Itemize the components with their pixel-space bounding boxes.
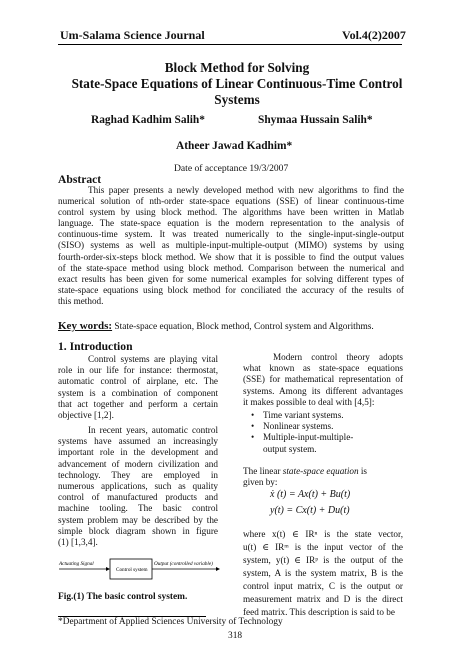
intro-heading: 1. Introduction [58, 340, 133, 353]
where-line: where x(t) ∈ IRⁿ is the state vector, [243, 529, 403, 539]
abstract-line: This paper presents a newly developed method with new algorithms to find the [88, 185, 404, 195]
block-diagram [56, 556, 222, 584]
where-line: measurement matrix and D is the direct [243, 594, 403, 604]
where-line: u(t) ∈ IRᵐ is the input vector of the [243, 542, 403, 552]
title-line-2: State-Space Equations of Linear Continuous-Time Control [71, 76, 403, 91]
intro-paragraph-1 [58, 354, 218, 421]
where-paragraph [243, 528, 403, 619]
intro-p2-line: systems have assumed an increasingly [58, 436, 218, 447]
feature-list-item: • Time variant systems. [249, 410, 399, 421]
intro-p2-line: simple block diagram shown in figure [58, 525, 218, 536]
intro-p2-line: important role in the development and [58, 447, 218, 458]
right-paragraph-1 [243, 352, 403, 408]
eq-intro-text-3: is [358, 466, 368, 476]
right-p1-line: (SSE) for mathematical representation of [243, 374, 403, 385]
right-p1-line: it makes possible to deal with [4,5]: [243, 396, 375, 407]
acceptance-date: Date of acceptance 19/3/2007 [174, 163, 289, 174]
where-line: system, y(t) ∈ IRᵖ is the output of the [243, 555, 403, 565]
where-line: feed matrix. This description is said to be [243, 607, 395, 617]
volume-label: Vol.4(2)2007 [342, 28, 406, 42]
keywords-text: State-space equation, Block method, Control system and Algorithms. [114, 322, 374, 332]
intro-paragraph-2 [58, 425, 218, 548]
abstract-line: numerical solution of nth-order state-space equations (SSE) of linear continuous-time [58, 196, 404, 207]
abstract-line: exact results has been given for some numerical examples for solving different types of [58, 273, 404, 284]
intro-p2-line: advancement of modern civilization and [58, 458, 218, 469]
where-line: system, A is the system matrix, B is the [243, 568, 403, 578]
page-number: 318 [228, 631, 243, 641]
intro-p1-line: role in our life for instance: thermostat, [58, 365, 218, 376]
output-label: Output (controlled variable) [154, 561, 213, 567]
title-line-1: Block Method for Solving [164, 60, 310, 75]
intro-p1-line: that act together and perform a certain [58, 398, 218, 409]
author-1: Raghad Kadhim Salih* [91, 114, 205, 126]
abstract-line: state-space equations using block method for conciliated the accuracy of the results of [58, 284, 404, 295]
author-3: Atheer Jawad Kadhim* [176, 140, 293, 152]
intro-p2-line: machine tooling. The basic control [58, 503, 218, 514]
intro-p1-line: Control systems are playing vital [88, 354, 218, 364]
abstract-body [58, 185, 404, 307]
abstract-line: control system by using block method. The algorithms have been written in Matlab [58, 207, 404, 218]
feature-list-item: • Multiple-input-multiple- [249, 432, 399, 443]
abstract-line: (SISO) systems as well as multiple-input-multiple-output (MIMO) systems by using [58, 240, 404, 251]
keywords-label: Key words: [58, 320, 113, 332]
eq-intro-line-2: given by: [243, 477, 278, 488]
eq-intro-italic: state-space equation [282, 466, 359, 476]
input-arrowhead [106, 567, 110, 571]
author-2: Shymaa Hussain Salih* [258, 114, 373, 126]
intro-p2-line: technology. They are employed in [58, 469, 218, 480]
eq-intro-text-1: The linear [243, 466, 283, 476]
input-label: Actuating Signal [59, 561, 94, 567]
keywords [58, 320, 374, 332]
abstract-line: continuous-time system. It was treated numerically to the single-input-single-output [58, 229, 404, 240]
equation-intro [243, 466, 403, 488]
intro-p2-line: (1) [1,3,4]. [58, 537, 98, 548]
where-line: control input matrix, C is the output or [243, 581, 403, 591]
feature-list-item: output system. [263, 443, 317, 454]
intro-p2-line: control of manufactured products and [58, 492, 218, 503]
state-equation: ẋ (t) = Ax(t) + Bu(t) [270, 489, 351, 500]
paper-title [0, 60, 474, 108]
box-label: Control system [116, 567, 148, 573]
intro-p2-line: system problem may be described by the [58, 514, 218, 525]
intro-p2-line: In recent years, automatic control [88, 425, 218, 435]
intro-p1-line: automatic control of airplane, etc. The [58, 376, 218, 387]
feature-list-item: • Nonlinear systems. [249, 421, 399, 432]
intro-p2-line: numerous applications, such as quality [58, 481, 218, 492]
header-rule [58, 44, 402, 45]
feature-list [249, 410, 399, 455]
intro-p1-line: system is a combination of component [58, 387, 218, 398]
title-line-3: Systems [214, 92, 260, 107]
abstract-line: fourth-order-six-steps block method. We show that it is possible to find the output values [58, 251, 404, 262]
right-p1-line: Modern control theory adopts [273, 352, 403, 362]
abstract-line: of the state-space method using block method. Comparison between the numerical and [58, 262, 404, 273]
journal-name: Um-Salama Science Journal [60, 28, 205, 42]
affiliation-footnote: *Department of Applied Sciences University of Technology [58, 617, 283, 627]
abstract-heading: Abstract [58, 173, 102, 186]
abstract-line: this method. [58, 295, 104, 306]
intro-p1-line: objective [1,2]. [58, 410, 114, 421]
right-p1-line: what known as state-space equations [243, 363, 403, 374]
figure-caption: Fig.(1) The basic control system. [58, 592, 188, 602]
right-p1-line: systems. Among its different advantages [243, 385, 403, 396]
abstract-line: language. The state-space equation is the modern representation to the analysis of [58, 218, 404, 229]
output-arrowhead [216, 567, 220, 571]
output-equation: y(t) = Cx(t) + Du(t) [270, 505, 350, 516]
